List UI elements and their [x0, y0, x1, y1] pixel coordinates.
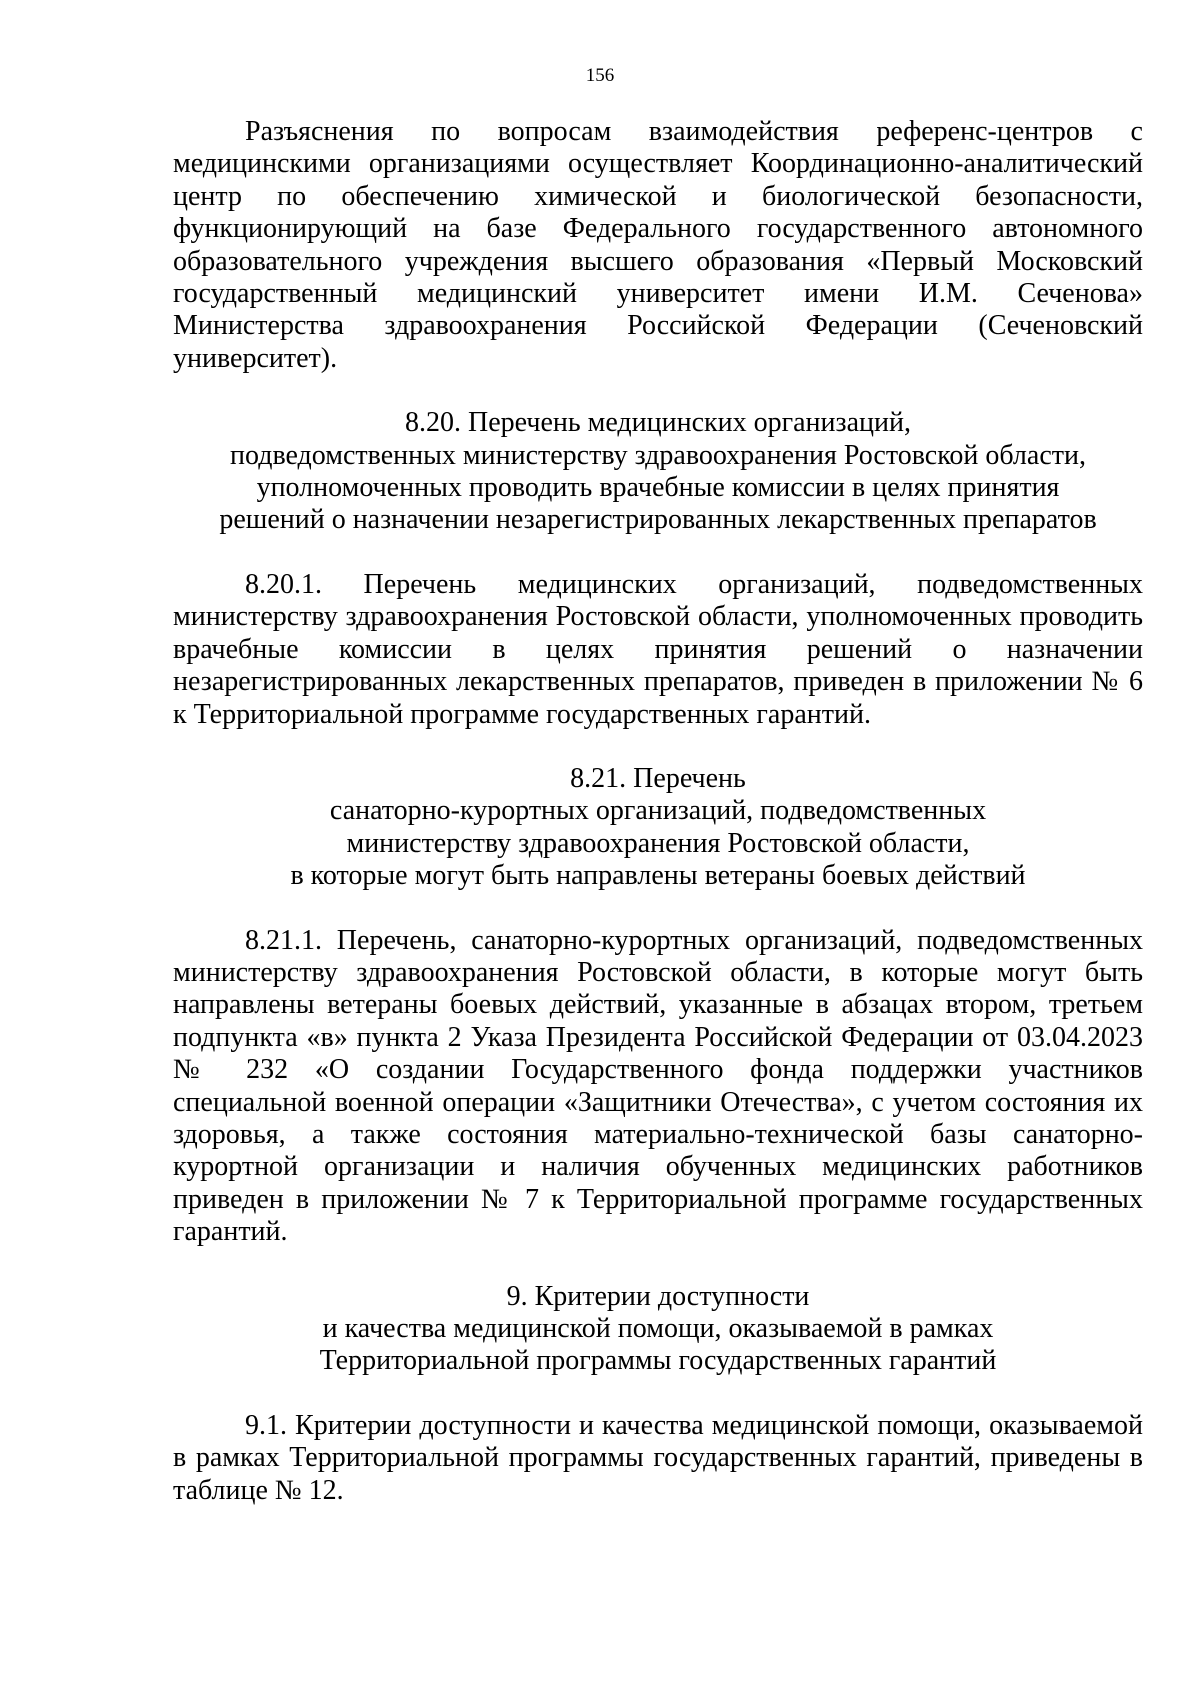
heading-line: в которые могут быть направлены ветераны боевых действий — [290, 860, 1026, 892]
heading-line: решений о назначении незарегистрированных лекарственных препаратов — [219, 504, 1097, 536]
heading-line: санаторно-курортных организаций, подведомственных — [329, 795, 987, 827]
spacer — [173, 537, 1143, 569]
spacer — [173, 1249, 1143, 1281]
heading-line: министерству здравоохранения Ростовской области, — [346, 827, 970, 859]
heading-line: 8.20. Перечень медицинских организаций, — [405, 407, 911, 439]
heading-line: подведомственных министерству здравоохранения Ростовской области, — [230, 439, 1086, 471]
spacer — [173, 375, 1143, 407]
paragraph-clarifications: Разъяснения по вопросам взаимодействия референс-центров с медицинскими организациями осуществляет Координационно-аналитический центр по обеспечению химической и биологической безопасности, функционирующий на базе Федерального государственного автономного образовательного учреждения высшего образования «Первый Московский государственный медицинский университет имени И.М. Сеченова» Министерства здравоохранения Российской Федерации (Сеченовский университет). — [173, 116, 1143, 374]
paragraph-9-1: 9.1. Критерии доступности и качества медицинской помощи, оказываемой в рамках Территориальной программы государственных гарантий, приведены в таблице № 12. — [173, 1409, 1143, 1506]
heading-line: 9. Критерии доступности — [506, 1280, 810, 1312]
heading-line: Территориальной программы государственных гарантий — [319, 1345, 997, 1377]
paragraph-8-20-1: 8.20.1. Перечень медицинских организаций, подведомственных министерству здравоохранения Ростовской области, уполномоченных проводить врачебные комиссии в целях принятия решений о назначении незарегистрированных лекарственных препаратов, приведен в приложении № 6 к Территориальной программе государственных гарантий. — [173, 568, 1143, 730]
heading-line: уполномоченных проводить врачебные комиссии в целях принятия — [256, 472, 1060, 504]
heading-9 — [173, 1281, 1143, 1378]
heading-8-20 — [173, 407, 1143, 537]
heading-8-21 — [173, 763, 1143, 893]
spacer — [173, 731, 1143, 763]
heading-line: 8.21. Перечень — [570, 762, 746, 794]
paragraph-8-21-1: 8.21.1. Перечень, санаторно-курортных организаций, подведомственных министерству здравоохранения Ростовской области, в которые могут быть направлены ветераны боевых действий, указанные в абзацах втором, третьем подпункта «в» пункта 2 Указа Президента Российской Федерации от 03.04.2023 № 232 «О создании Государственного фонда поддержки участников специальной военной операции «Защитники Отечества», с учетом состояния их здоровья, а также состояния материально-технической базы санаторно-курортной организации и наличия обученных медицинских работников приведен в приложении № 7 к Территориальной программе государственных гарантий. — [173, 924, 1143, 1248]
page-number: 156 — [585, 65, 615, 86]
spacer — [173, 1378, 1143, 1410]
heading-line: и качества медицинской помощи, оказываемой в рамках — [322, 1313, 994, 1344]
spacer — [173, 893, 1143, 925]
page-content — [173, 116, 1143, 1507]
